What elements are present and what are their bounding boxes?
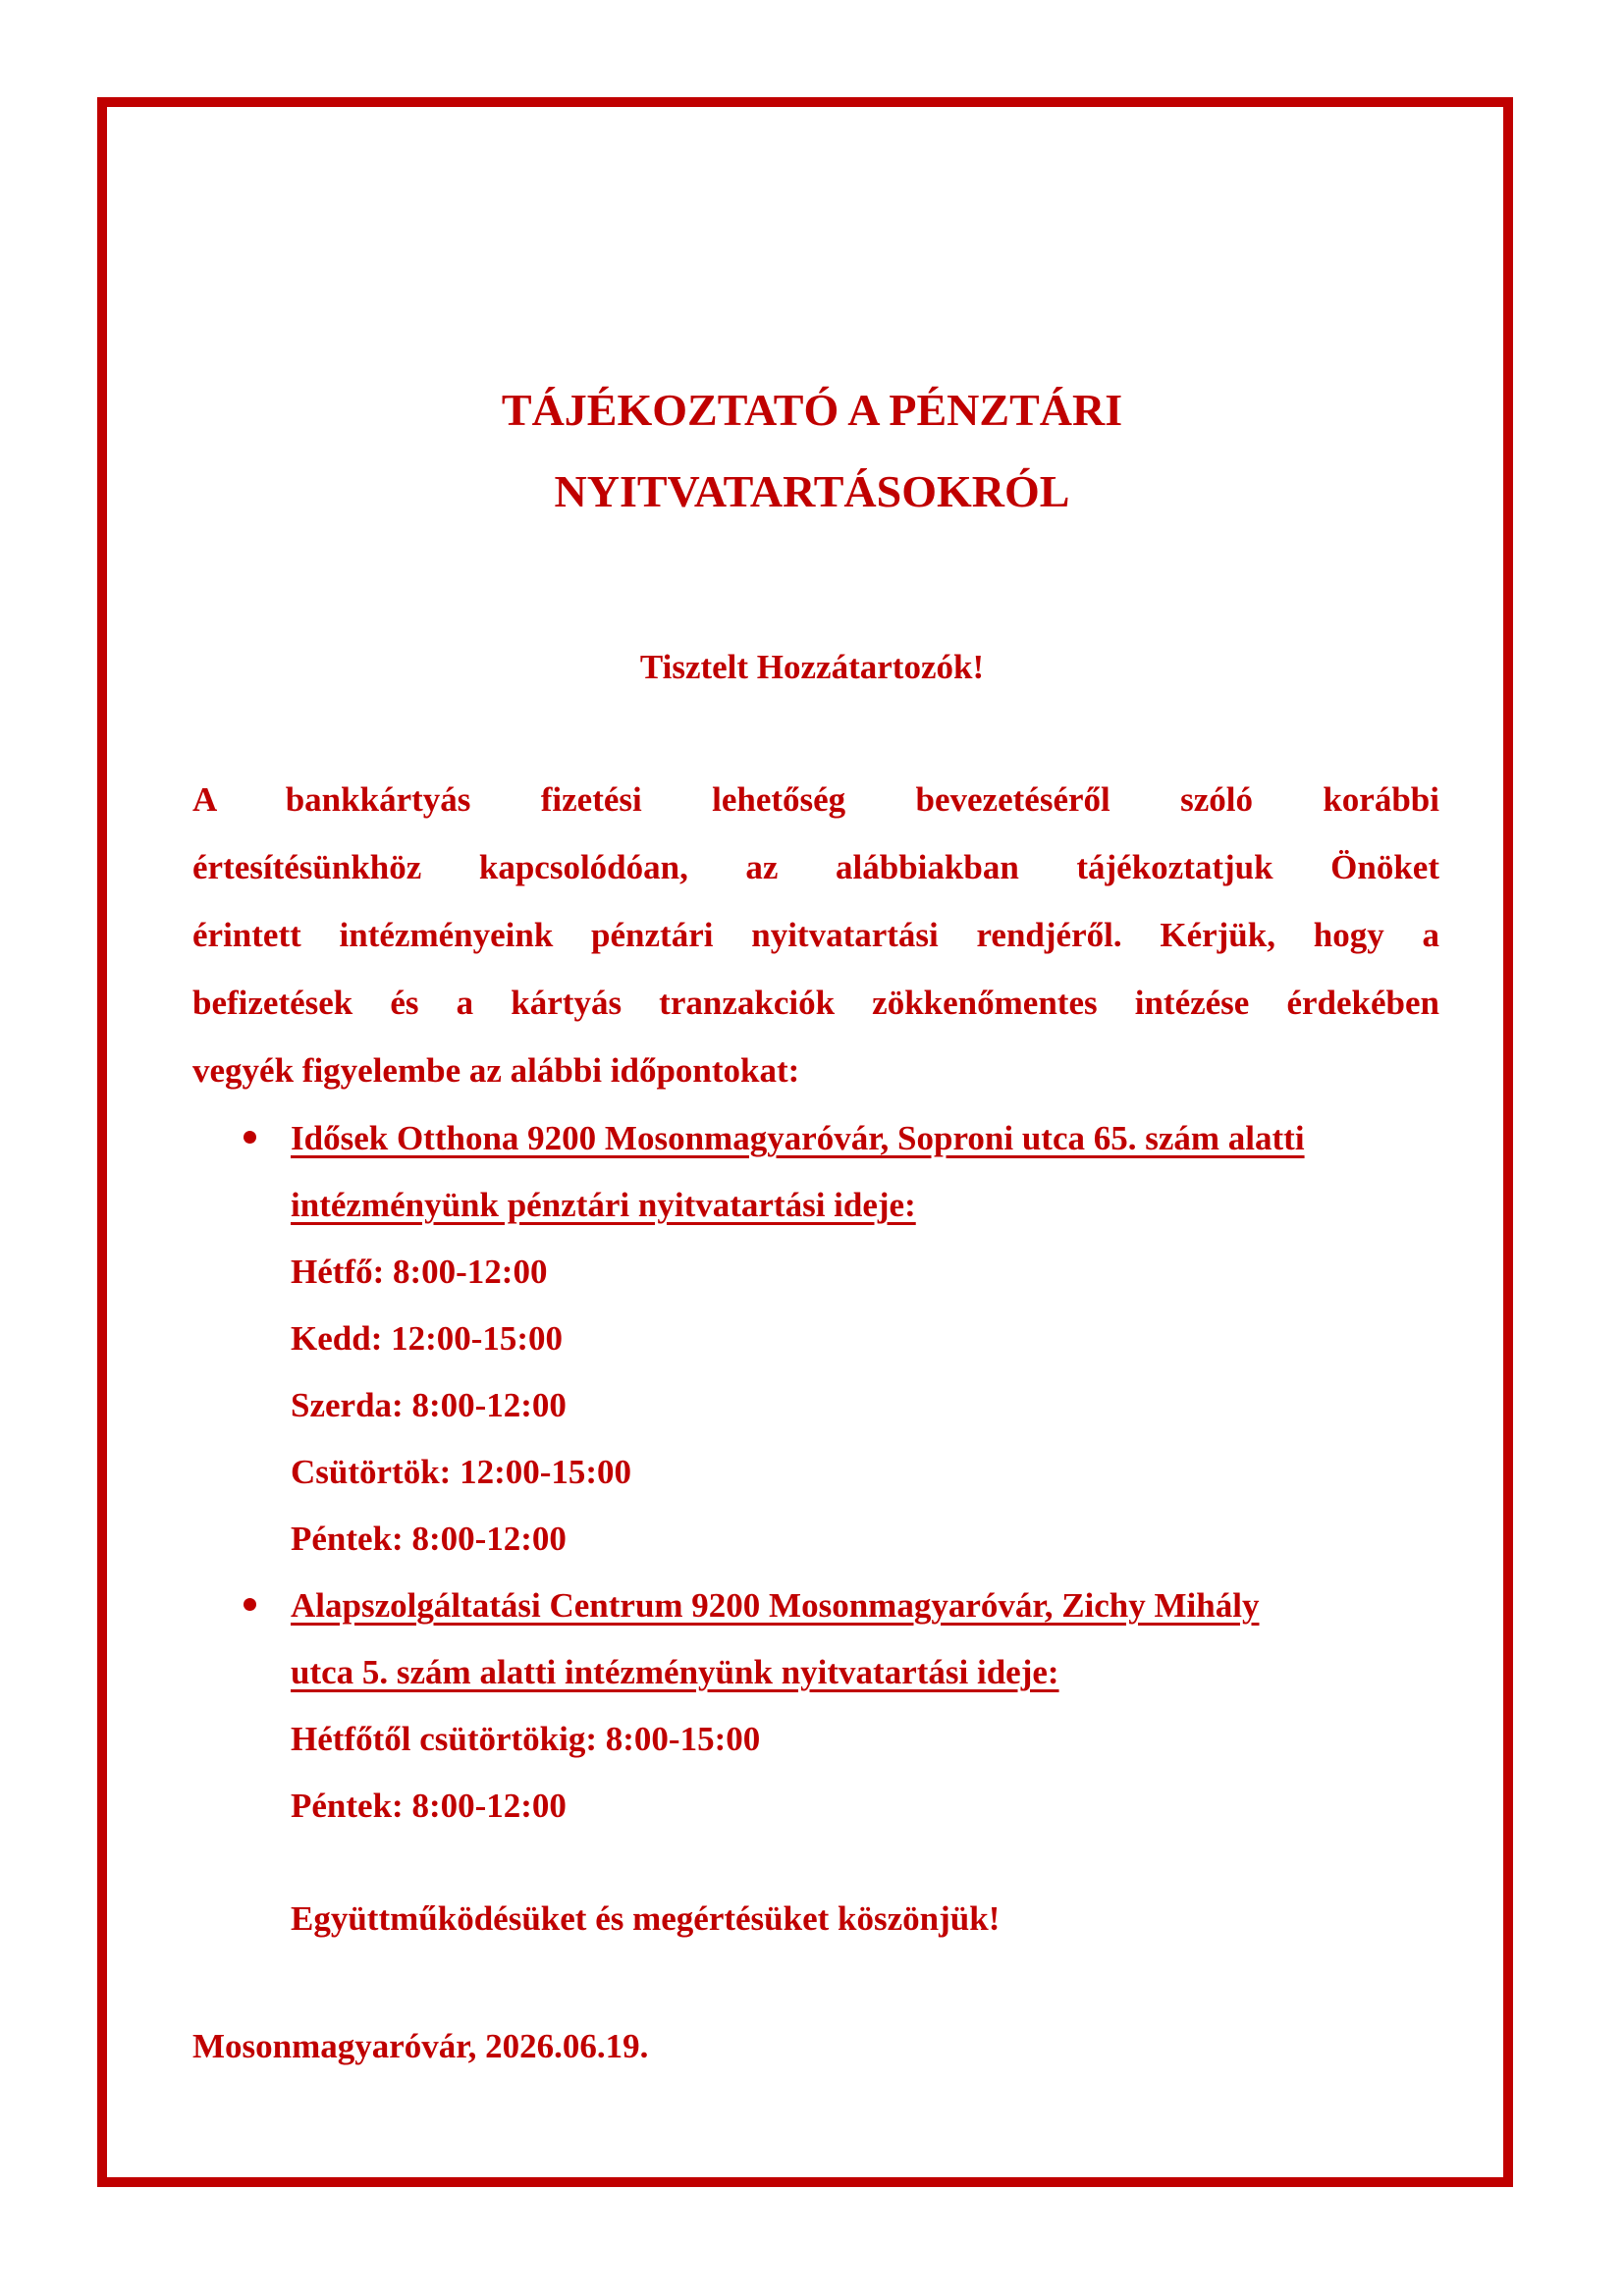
institution-1-hours-row: Péntek: 8:00-12:00 (291, 1520, 567, 1558)
intro-paragraph (192, 766, 1439, 1104)
place-and-date: Mosonmagyaróvár, 2026.06.19. (192, 2027, 649, 2065)
institution-1-heading-text: Idősek Otthona 9200 Mosonmagyaróvár, Soproni utca 65. szám alatti (291, 1119, 1305, 1157)
bullet-icon (244, 1598, 256, 1611)
greeting: Tisztelt Hozzátartozók! (639, 648, 985, 686)
document-title-line-2: NYITVATARTÁSOKRÓL (554, 466, 1070, 516)
institution-2-heading-text: Alapszolgáltatási Centrum 9200 Mosonmagyaróvár, Zichy Mihály (291, 1586, 1260, 1625)
document-title-line-1: TÁJÉKOZTATÓ A PÉNZTÁRI (501, 385, 1123, 435)
institution-2-hours-row: Hétfőtől csütörtökig: 8:00-15:00 (291, 1720, 761, 1758)
intro-line: vegyék figyelembe az alábbi időpontokat: (192, 1051, 800, 1090)
institution-1-block (291, 1105, 1305, 1573)
institution-1-hours-row: Szerda: 8:00-12:00 (291, 1386, 567, 1424)
intro-line: értesítésünkhöz kapcsolódóan, az alábbiakban tájékoztatjuk Önöket (192, 848, 1439, 886)
institution-1-hours-row: Kedd: 12:00-15:00 (291, 1319, 564, 1358)
institution-2-heading-line (291, 1573, 1259, 1639)
intro-line: befizetések és a kártyás tranzakciók zökkenőmentes intézése érdekében (192, 984, 1439, 1022)
institution-2-block (291, 1573, 1259, 1840)
institution-1-heading-text: intézményünk pénztári nyitvatartási ideje: (291, 1186, 916, 1224)
bullet-icon (244, 1131, 256, 1144)
institution-1-hours-row: Csütörtök: 12:00-15:00 (291, 1453, 632, 1491)
institution-1-heading-line (291, 1105, 1305, 1172)
institution-1-heading-line (291, 1172, 1305, 1239)
institution-1-hours-row: Hétfő: 8:00-12:00 (291, 1253, 548, 1291)
institution-2-heading-text: utca 5. szám alatti intézményünk nyitvatartási ideje: (291, 1653, 1059, 1691)
intro-line: érintett intézményeink pénztári nyitvatartási rendjéről. Kérjük, hogy a (192, 916, 1439, 954)
institution-2-heading-line (291, 1639, 1259, 1706)
closing-thanks: Együttműködésüket és megértésüket köszönjük! (291, 1899, 1001, 1938)
intro-line: A bankkártyás fizetési lehetőség bevezetéséről szóló korábbi (192, 780, 1439, 819)
institution-2-hours-row: Péntek: 8:00-12:00 (291, 1787, 567, 1825)
